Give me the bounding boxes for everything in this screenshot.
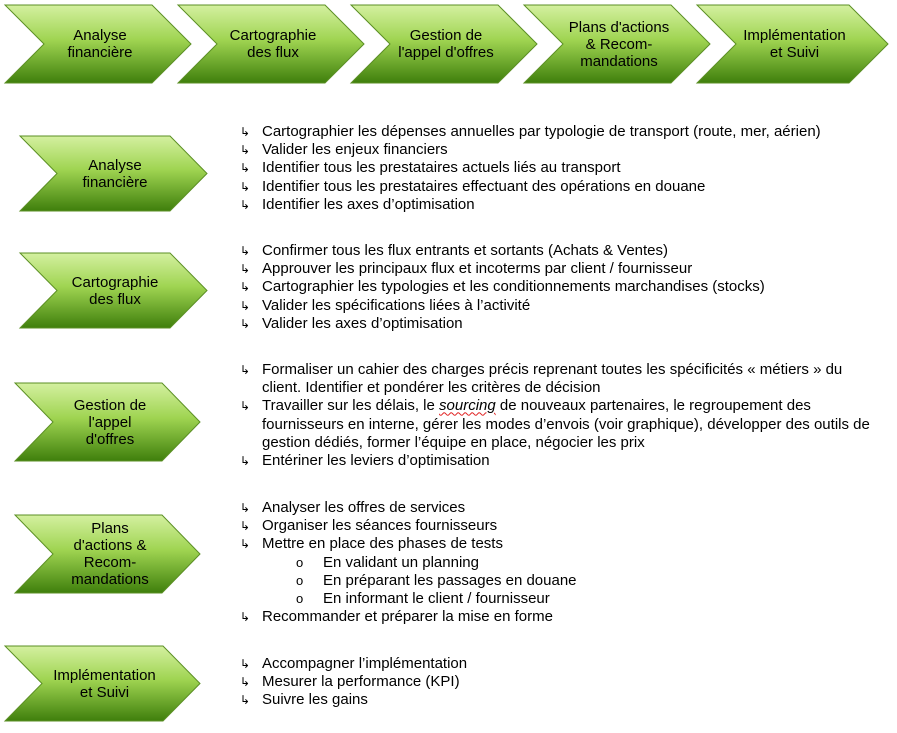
section-chevron-gestion <box>15 383 200 461</box>
section-implementation-items <box>240 655 870 710</box>
arrow-bullet-icon: ↳ <box>240 262 251 277</box>
arrow-bullet-icon: ↳ <box>240 179 251 194</box>
section-analyse-items <box>240 123 890 214</box>
list-item: ↳ Cartographier les typologies et les conditionnements marchandises (stocks) <box>240 278 765 296</box>
top-step-label: Cartographie des flux <box>229 27 317 61</box>
section-chevron-analyse <box>20 136 207 211</box>
section-chevron-label: Implémentation et Suivi <box>53 666 156 701</box>
circle-bullet-icon: o <box>296 554 304 570</box>
sub-list-item: o En validant un planning <box>296 553 479 571</box>
section-plans-items <box>240 499 870 626</box>
list-item: ↳ Suivre les gains <box>240 691 368 709</box>
list-item: ↳ Accompagner l’implémentation <box>240 655 468 672</box>
sub-list-item: o En informant le client / fournisseur <box>296 590 550 608</box>
arrow-bullet-icon: ↳ <box>240 197 251 212</box>
arrow-bullet-icon: ↳ <box>240 519 251 534</box>
top-step-implementation <box>697 5 888 83</box>
list-item: ↳ Travailler sur les délais, le sourcing de nouveaux partenaires, le regroupement des fournisseurs en interne, gérer les modes d’envois (voir graphique), développer des outils de gestion dédiés, former l’équipe en place, négocier les prix <box>240 397 870 451</box>
top-step-label: Plans d'actions & Recom- mandations <box>568 18 670 70</box>
section-chevron-implementation <box>5 646 200 721</box>
list-item: ↳ Cartographier les dépenses annuelles par typologie de transport (route, mer, aérien) <box>240 123 821 140</box>
list-item: ↳ Approuver les principaux flux et incoterms par client / fournisseur <box>240 260 693 278</box>
section-cartographie-items <box>240 242 890 333</box>
section-chevron-plans <box>15 515 200 593</box>
list-item: ↳ Valider les spécifications liées à l’activité <box>240 296 531 314</box>
arrow-bullet-icon: ↳ <box>240 244 251 258</box>
arrow-bullet-icon: ↳ <box>240 693 251 708</box>
list-item: ↳ Mettre en place des phases de tests <box>240 535 503 553</box>
top-step-cartographie <box>178 5 364 83</box>
section-chevron-label: Plans d'actions & Recom- mandations <box>71 520 149 588</box>
arrow-bullet-icon: ↳ <box>240 610 251 625</box>
list-item: ↳ Identifier les axes d’optimisation <box>240 195 475 213</box>
arrow-bullet-icon: ↳ <box>240 675 251 690</box>
arrow-bullet-icon: ↳ <box>240 657 251 671</box>
list-item: ↳ Identifier tous les prestataires actuels liés au transport <box>240 159 621 177</box>
list-item: ↳ Entériner les leviers d’optimisation <box>240 452 490 470</box>
section-chevron-cartographie <box>20 253 207 328</box>
sourcing-term: sourcing <box>439 397 496 415</box>
arrow-bullet-icon: ↳ <box>240 143 251 158</box>
arrow-bullet-icon: ↳ <box>240 501 251 515</box>
list-item: ↳ Confirmer tous les flux entrants et sortants (Achats & Ventes) <box>240 242 669 259</box>
arrow-bullet-icon: ↳ <box>240 399 251 414</box>
section-gestion-items <box>240 361 870 470</box>
list-item: ↳ Recommander et préparer la mise en forme <box>240 608 553 626</box>
arrow-bullet-icon: ↳ <box>240 125 251 139</box>
list-item: ↳ Valider les enjeux financiers <box>240 141 448 159</box>
list-item: ↳ Mesurer la performance (KPI) <box>240 673 460 691</box>
arrow-bullet-icon: ↳ <box>240 454 251 469</box>
list-item: ↳ Formaliser un cahier des charges précis reprenant toutes les spécificités « métiers » du client. Identifier et pondérer les critères de décision <box>240 361 843 397</box>
arrow-bullet-icon: ↳ <box>240 161 251 176</box>
top-step-analyse <box>5 5 191 83</box>
arrow-bullet-icon: ↳ <box>240 298 251 313</box>
top-step-label: Analyse financière <box>67 27 133 61</box>
top-step-plans <box>524 5 710 83</box>
top-step-label: Implémentation et Suivi <box>743 27 846 61</box>
top-step-gestion <box>351 5 537 83</box>
list-item: ↳ Valider les axes d’optimisation <box>240 314 463 332</box>
section-chevron-label: Analyse financière <box>82 156 148 191</box>
top-step-label: Gestion de l'appel d'offres <box>398 27 494 61</box>
circle-bullet-icon: o <box>296 591 304 607</box>
list-item: ↳ Organiser les séances fournisseurs <box>240 517 498 535</box>
arrow-bullet-icon: ↳ <box>240 280 251 295</box>
sub-list-item: o En préparant les passages en douane <box>296 571 577 589</box>
list-item: ↳ Identifier tous les prestataires effectuant des opérations en douane <box>240 177 706 195</box>
arrow-bullet-icon: ↳ <box>240 316 251 331</box>
circle-bullet-icon: o <box>296 572 304 588</box>
list-item: ↳ Analyser les offres de services <box>240 499 466 516</box>
arrow-bullet-icon: ↳ <box>240 363 251 377</box>
section-chevron-label: Cartographie des flux <box>71 273 159 308</box>
arrow-bullet-icon: ↳ <box>240 537 251 552</box>
section-chevron-label: Gestion de l'appel d'offres <box>73 396 147 448</box>
